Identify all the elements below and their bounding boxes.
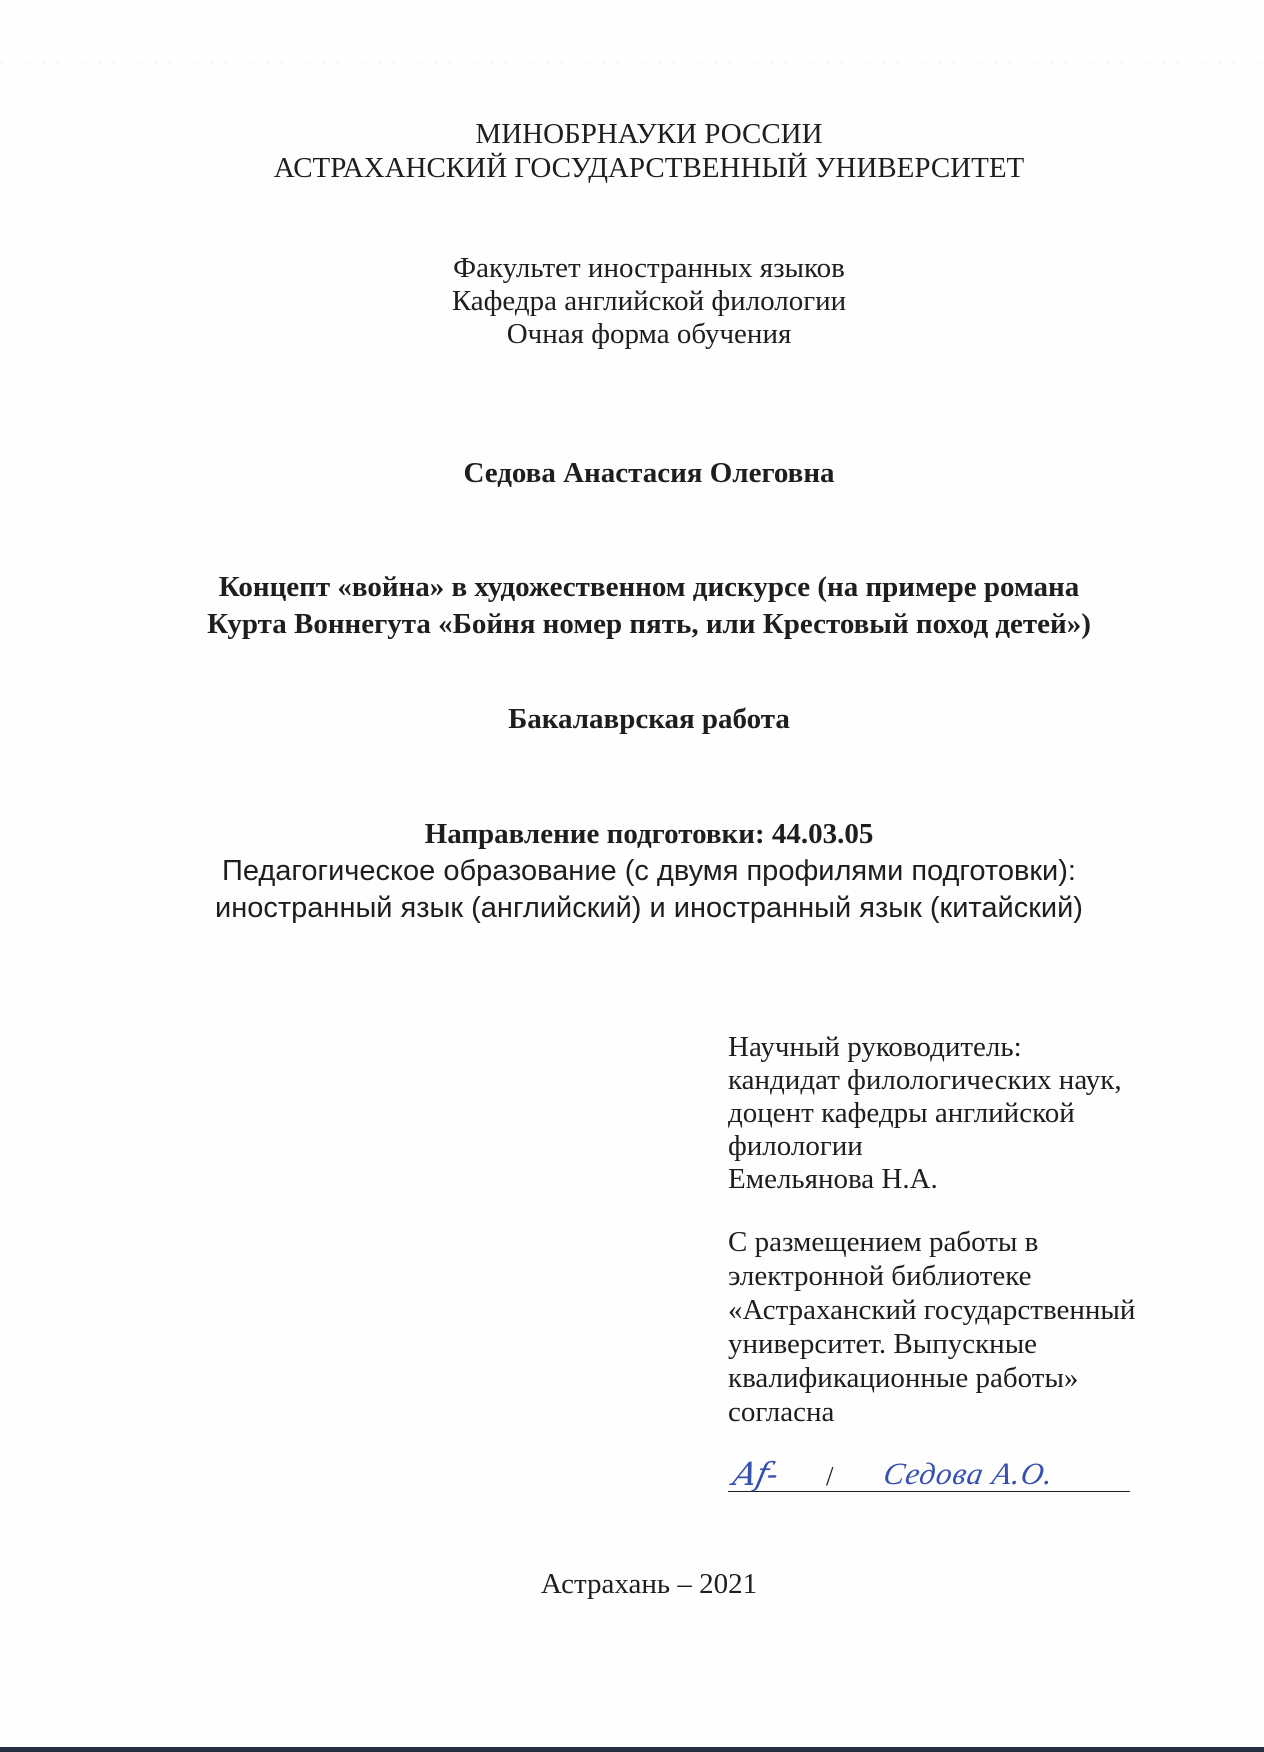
scan-edge-bottom	[0, 1747, 1264, 1752]
footer-block	[70, 1567, 1228, 1601]
work-type: Бакалаврская работа	[508, 703, 790, 735]
thesis-title-line-2: Курта Воннегута «Бойня номер пять, или Крестовый поход детей»)	[207, 608, 1091, 640]
supervisor-position: доцент кафедры английской	[728, 1097, 1075, 1129]
scan-edge-top	[0, 62, 1264, 63]
supervisor-block	[728, 1031, 1228, 1196]
author-block	[70, 456, 1228, 490]
city-year: Астрахань – 2021	[540, 1568, 758, 1600]
institution-header	[70, 117, 1228, 185]
work-type-block	[70, 702, 1228, 736]
supervisor-name: Емельянова Н.А.	[728, 1163, 938, 1195]
thesis-title	[70, 569, 1228, 643]
study-form: Очная форма обучения	[506, 318, 792, 350]
consent-line: «Астраханский государственный	[728, 1294, 1136, 1326]
signature-field	[728, 1450, 1130, 1510]
thesis-title-line-1: Концепт «война» в художественном дискурсе (на примере романа	[218, 571, 1080, 603]
study-direction	[70, 816, 1228, 927]
consent-line: электронной библиотеке	[728, 1260, 1032, 1292]
handwritten-signature: Af-	[729, 1455, 783, 1493]
faculty-name: Факультет иностранных языков	[453, 252, 845, 284]
direction-code: Направление подготовки: 44.03.05	[424, 818, 874, 850]
consent-line: квалификационные работы»	[728, 1362, 1079, 1394]
handwritten-name: Седова А.О.	[881, 1456, 1057, 1491]
consent-line: университет. Выпускные	[728, 1328, 1038, 1360]
faculty-block	[70, 252, 1228, 351]
university-name: АСТРАХАНСКИЙ ГОСУДАРСТВЕННЫЙ УНИВЕРСИТЕТ	[273, 152, 1025, 184]
consent-line: С размещением работы в	[728, 1226, 1039, 1258]
ministry-name: МИНОБРНАУКИ РОССИИ	[475, 118, 823, 150]
direction-profile-line-1: Педагогическое образование (с двумя профилями подготовки):	[222, 855, 1076, 887]
department-name: Кафедра английской филологии	[451, 285, 847, 317]
direction-profile-line-2: иностранный язык (английский) и иностранный язык (китайский)	[215, 892, 1083, 924]
supervisor-degree: кандидат филологических наук,	[728, 1064, 1122, 1096]
author-name: Седова Анастасия Олеговна	[463, 457, 835, 489]
library-consent-block	[728, 1225, 1228, 1429]
signature-separator: /	[826, 1461, 834, 1491]
supervisor-label: Научный руководитель:	[728, 1031, 1022, 1063]
supervisor-position-cont: филологии	[728, 1130, 863, 1162]
consent-agreed: согласна	[728, 1396, 835, 1428]
